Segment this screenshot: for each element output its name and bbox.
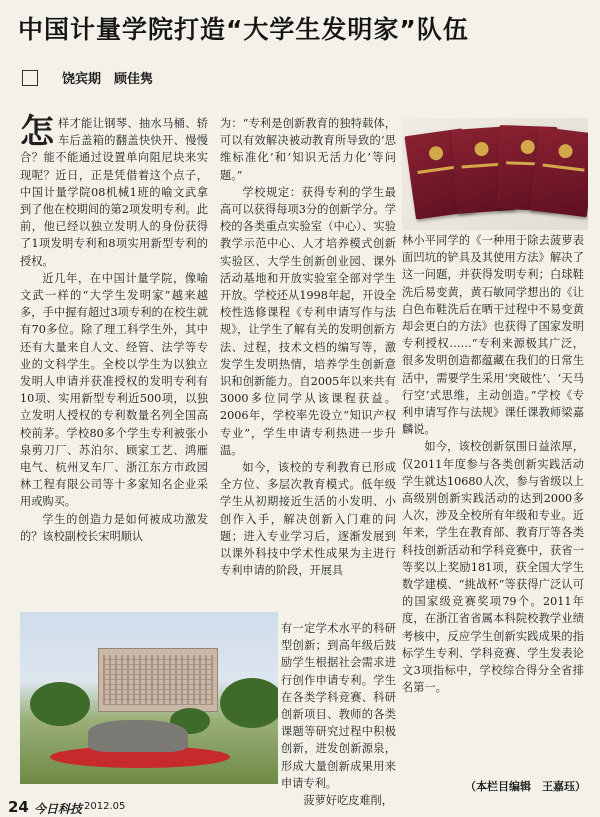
text-column-2-continued (281, 620, 396, 809)
paragraph: 林小平同学的《一种用于除去菠萝表面凹坑的铲具及其使用方法》解决了这一问题，并获得发明专利；白球鞋洗后易变黄，黄石敏同学想出的《让白色布鞋洗后在晒干过程中不易变黄却会更白的方法》也获得了国家发明专利授权……“专利来源极其广泛，很多发明创造都蕴藏在我们的日常生活中，需要学生采用‘突破性’、‘天马行空’式思维，主动创造。”学校《专利申请写作与法规》课任课教师梁嘉麟说。 (402, 234, 584, 437)
tree-shape (30, 682, 90, 726)
paragraph: 如今，该校创新氛围日益浓厚，仅2011年度参与各类创新实践活动学生就达10680人次，参与省级以上高级别创新实践活动的达到2000多人次，涉及全校所有年级和专业。近年来，学生在教育部、教育厅等各类科技创新活动和学科竞赛中，获省一等奖以上奖励181项，获全国大学生数学建模、“挑战杯”等获得广泛认可的国家级竞赛奖项79个。2011年度，在浙江省省属本科院校教学业绩考核中，反应学生创新实践成果的指标学生专利、学科竞赛、学生发表论文3项指标中，学校综合得分全省排名第一。 (402, 440, 584, 695)
drop-cap: 怎 (20, 112, 54, 152)
campus-photo (20, 612, 278, 784)
paragraph: 有一定学术水平的科研型创新；到高年级后鼓励学生根据社会需求进行创作申请专利。学生在各类学科竞赛、科研创新项目、教师的各类课题等研究过程中积极创新，进发创新源泉，形成大量创新成果用来申请专利。 (281, 622, 396, 790)
editor-credit: （本栏目编辑 王嘉珏） (465, 780, 586, 793)
building-shape (98, 648, 218, 712)
paragraph: 近几年，在中国计量学院，像喻文武一样的“大学生发明家”越来越多，手中握有超过3项专利的在校生就有70多位。除了理工科学生外，其中还有大量来自人文、经管、法学等专业的文科学生。全校以学生为以独立发明人申请并获准授权的发明专利有10项、实用新型专利近500项，以独立发明人授权的专利数量名列全国高校前茅。学校80多个学生专利被张小泉剪刀厂、苏泊尔、顾家工艺、鸿雁电气、杭州叉车厂、浙江东方市政园林工程有限公司等十多家知名企业采用或购买。 (20, 271, 208, 509)
paragraph: 学校规定：获得专利的学生最高可以获得每项3分的创新学分。学校的各类重点实验室（中心）、实验教学示范中心、人才培养模式创新实验区、大学生创新创业园、课外活动基地和开放实验室全部对学生开放。学校还从1998年起，开设全校性选修课程《专利申请写作与法规》，让学生了解有关的发明创新方法、过程，技术文档的编写等，激发学生发明热情，培养学生创新意识和创新能力。自2005年以来共有3000多位同学从该课程获益。2006年，学校率先设立“知识产权专业”，学生申请专利热进一步升温。 (220, 185, 396, 457)
byline-authors: 饶宾期 顾佳隽 (62, 72, 154, 87)
text-column-1 (20, 112, 208, 545)
text-column-3 (402, 232, 584, 696)
paragraph: 为：“专利是创新教育的独特载体，可以有效解决被动教育所导致的‘思维标准化’和‘知识无活力化’等问题。” (220, 117, 396, 182)
paragraph: 如今，该校的专利教育已形成全方位、多层次教育模式。低年级学生从初期接近生活的小发明、小创作入手，解决创新入门难的问题；进入专业学习后，逐渐发展到以课外科技中学术性成果为主进行专利申请的阶段，开展具 (220, 461, 396, 578)
patent-certificates-photo (402, 118, 588, 230)
paragraph: 菠萝好吃皮难削， (303, 794, 393, 808)
byline-box-icon (22, 70, 38, 86)
article-title: 中国计量学院打造“大学生发明家”队伍 (18, 15, 469, 44)
tree-shape (220, 678, 278, 728)
page-number: 24 (8, 798, 29, 816)
certificate-icon (529, 127, 588, 217)
text-column-2 (220, 115, 396, 579)
magazine-name: 今日科技 (34, 802, 83, 816)
engraved-rock-shape (88, 720, 188, 752)
paragraph: 学生的创造力是如何被成功激发的？该校副校长宋明顺认 (20, 512, 208, 543)
paragraph: 样才能让钢琴、抽水马桶、轿车后盖箱的翻盖快快开、慢慢合？能不能通过设置单向阻尼块来实现呢？近日，正是凭借着这个点子，中国计量学院08机械1班的喻文武拿到了他在校期间的第2项发明专利。此前，他已经以独立发明人的身份获得了1项发明专利和8项实用新型专利的授权。 (20, 117, 208, 268)
issue-date: 2012.05 (84, 801, 126, 812)
